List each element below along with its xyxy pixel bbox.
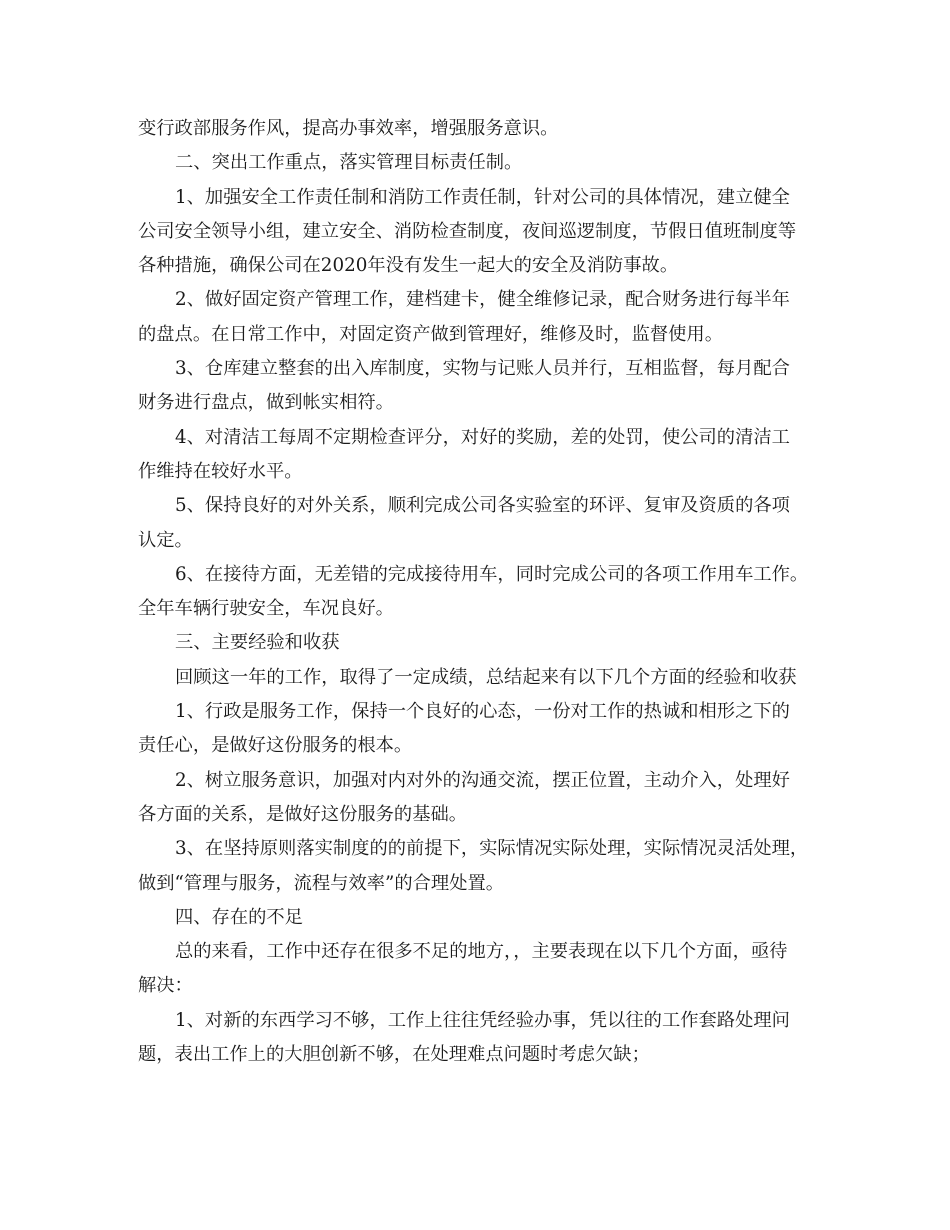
text-line: 财务进行盘点，做到帐实相符。 xyxy=(138,392,394,414)
text-line: 作维持在较好水平。 xyxy=(138,460,303,482)
text-line: 各种措施，确保公司在2020年没有发生一起大的安全及消防事故。 xyxy=(138,255,679,277)
text-line: 1、对新的东西学习不够，工作上往往凭经验办事，凭以往的工作套路处理问 xyxy=(175,1009,790,1031)
text-line: 5、保持良好的对外关系，顺利完成公司各实验室的环评、复审及资质的各项 xyxy=(175,495,790,517)
text-line: 全年车辆行驶安全，车况良好。 xyxy=(138,598,394,620)
text-line: 2、做好固定资产管理工作，建档建卡，健全维修记录，配合财务进行每半年 xyxy=(175,289,790,311)
text-line: 三、主要经验和收获 xyxy=(175,632,340,654)
text-line: 做到“管理与服务，流程与效率”的合理处置。 xyxy=(138,872,505,894)
text-line: 责任心，是做好这份服务的根本。 xyxy=(138,735,413,757)
text-line: 公司安全领导小组，建立安全、消防检查制度，夜间巡逻制度，节假日值班制度等 xyxy=(138,220,797,242)
text-line: 回顾这一年的工作，取得了一定成绩，总结起来有以下几个方面的经验和收获 xyxy=(175,666,797,688)
text-line: 总的来看，工作中还存在很多不足的地方，，主要表现在以下几个方面，亟待 xyxy=(175,941,788,963)
text-line: 4、对清洁工每周不定期检查评分，对好的奖励，差的处罚，使公司的清洁工 xyxy=(175,426,790,448)
document-body xyxy=(138,112,828,1072)
text-line: 2、树立服务意识，加强对内对外的沟通交流，摆正位置，主动介入，处理好 xyxy=(175,769,790,791)
text-line: 各方面的关系，是做好这份服务的基础。 xyxy=(138,803,468,825)
text-line: 变行政部服务作风，提高办事效率，增强服务意识。 xyxy=(138,118,559,139)
text-line: 解决： xyxy=(138,975,193,997)
text-line: 3、仓库建立整套的出入库制度，实物与记账人员并行，互相监督，每月配合 xyxy=(175,358,790,380)
text-line: 二、突出工作重点，落实管理目标责任制。 xyxy=(175,152,523,174)
text-line: 题，表出工作上的大胆创新不够，在处理难点问题时考虑欠缺； xyxy=(138,1044,650,1066)
text-line: 3、在坚持原则落实制度的的前提下，实际情况实际处理，实际情况灵活处理， xyxy=(175,838,809,860)
text-line: 的盘点。在日常工作中，对固定资产做到管理好，维修及时，监督使用。 xyxy=(138,323,723,345)
text-line: 认定。 xyxy=(138,529,193,551)
text-line: 6、在接待方面，无差错的完成接待用车，同时完成公司的各项工作用车工作。 xyxy=(175,563,809,585)
text-line: 1、加强安全工作责任制和消防工作责任制，针对公司的具体情况，建立健全 xyxy=(175,186,790,208)
text-line: 1、行政是服务工作，保持一个良好的心态，一份对工作的热诚和相形之下的 xyxy=(175,701,790,723)
text-line: 四、存在的不足 xyxy=(175,906,303,928)
